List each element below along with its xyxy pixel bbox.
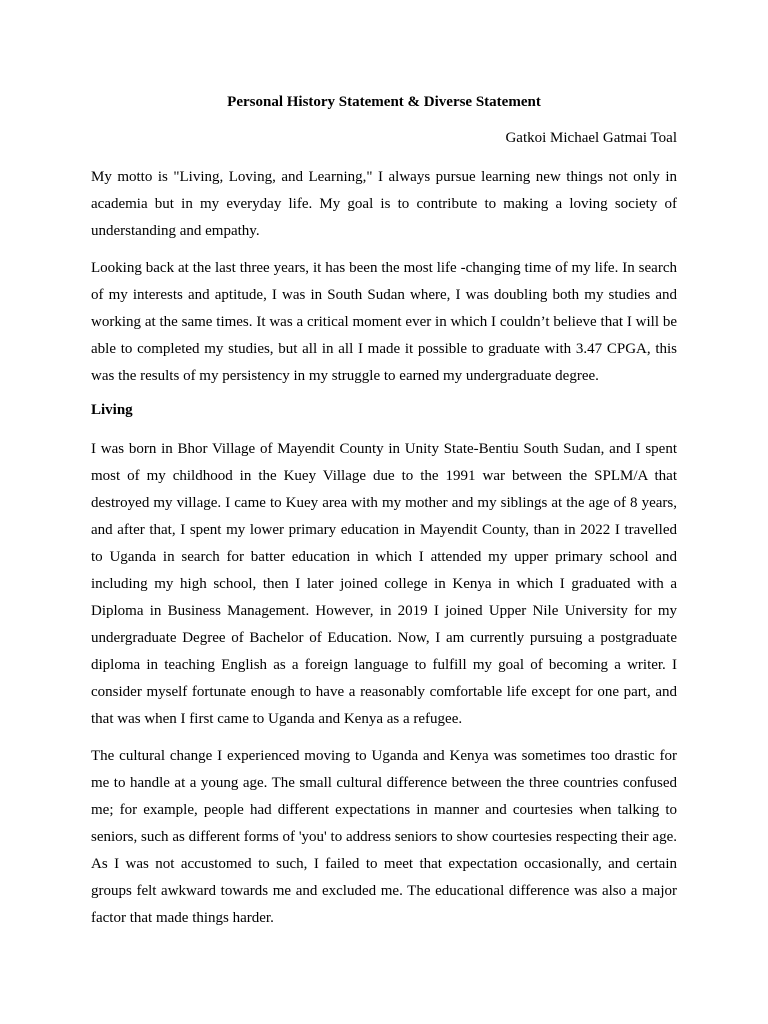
section-heading-living: Living	[91, 402, 133, 418]
paragraph-motto: My motto is "Living, Loving, and Learning," I always pursue learning new things not only in academia but in my everyday life. My goal is to contribute to making a loving society of understanding and empathy.	[91, 169, 677, 239]
author-name: Gatkoi Michael Gatmai Toal	[505, 130, 677, 146]
paragraph-cultural-change: The cultural change I experienced moving to Uganda and Kenya was sometimes too drastic for me to handle at a young age. The small cultural difference between the three countries confused me; for example, people had different expectations in manner and courtesies when talking to seniors, such as different forms of 'you' to address seniors to show courtesies respecting their age. As I was not accustomed to such, I failed to meet that expectation occasionally, and certain groups felt awkward towards me and excluded me. The educational difference was also a major factor that made things harder.	[91, 748, 677, 926]
document-page	[91, 92, 677, 942]
paragraph-looking-back: Looking back at the last three years, it has been the most life -changing time of my life. In search of my interests and aptitude, I was in South Sudan where, I was doubling both my studies and working at the same times. It was a critical moment ever in which I couldn’t believe that I will be able to completed my studies, but all in all I made it possible to graduate with 3.47 CPGA, this was the results of my persistency in my struggle to earned my undergraduate degree.	[91, 260, 677, 384]
document-title: Personal History Statement & Diverse Statement	[227, 94, 541, 110]
paragraph-born: I was born in Bhor Village of Mayendit County in Unity State-Bentiu South Sudan, and I spent most of my childhood in the Kuey Village due to the 1991 war between the SPLM/A that destroyed my village. I came to Kuey area with my mother and my siblings at the age of 8 years, and after that, I spent my lower primary education in Mayendit County, than in 2022 I travelled to Uganda in search for batter education in which I attended my upper primary school and including my high school, then I later joined college in Kenya in which I graduated with a Diploma in Business Management. However, in 2019 I joined Upper Nile University for my undergraduate Degree of Bachelor of Education. Now, I am currently pursuing a postgraduate diploma in teaching English as a foreign language to fulfill my goal of becoming a writer. I consider myself fortunate enough to have a reasonably comfortable life except for one part, and that was when I first came to Uganda and Kenya as a refugee.	[91, 441, 677, 727]
